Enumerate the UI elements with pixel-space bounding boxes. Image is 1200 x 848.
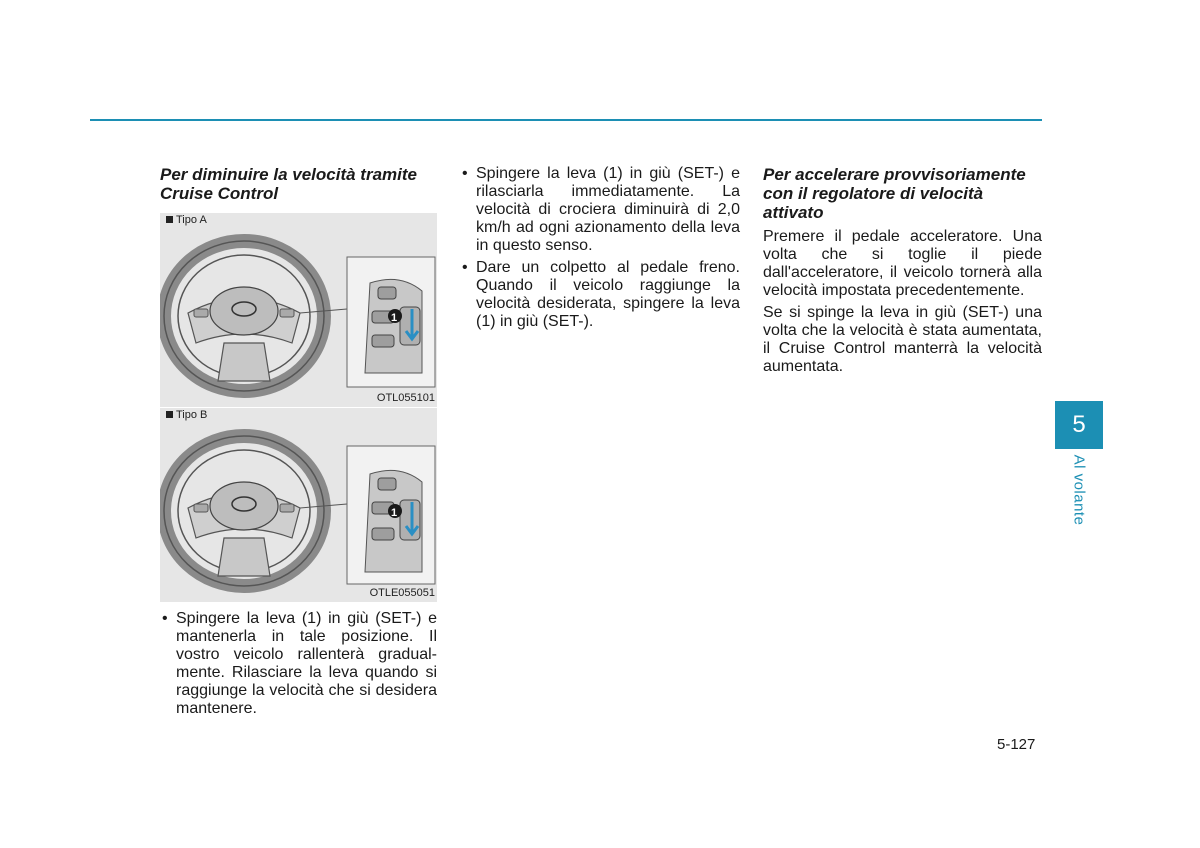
middle-column bbox=[460, 165, 740, 335]
figure-type-b bbox=[160, 408, 437, 602]
figure-code: OTLE055051 bbox=[369, 587, 435, 599]
paragraph: Se si spinge la leva in giù (SET-) una volta che la velocità è stata aumentata, il Cruise Control manterrà la velocità aumentata. bbox=[763, 304, 1042, 375]
section-heading-temporary-acceleration: Per accelerare provvisoriamente con il regolatore di velocità attivato bbox=[763, 165, 1026, 222]
bullet-list bbox=[460, 165, 740, 331]
figure-label-text: Tipo B bbox=[176, 409, 208, 421]
paragraph: Premere il pedale acceleratore. Una volta che si toglie il piede dall'acceleratore, il veicolo tornerà alla velocità impostata precedentemente. bbox=[763, 228, 1042, 299]
top-rule bbox=[90, 119, 1042, 121]
bullet-list bbox=[160, 610, 437, 718]
figure-label bbox=[166, 409, 207, 422]
left-column bbox=[160, 165, 437, 722]
chapter-number-tab: 5 bbox=[1055, 401, 1103, 449]
section-heading-decrease-speed: Per diminuire la velocità tramite Cruise Control bbox=[160, 165, 417, 203]
right-column bbox=[763, 165, 1042, 380]
figure-label-text: Tipo A bbox=[176, 214, 207, 226]
figure-type-a bbox=[160, 213, 437, 407]
callout-number: 1 bbox=[391, 507, 398, 519]
list-item: • Dare un colpetto al pedale freno. Quando il veicolo raggiunge la velocità desiderata, spingere la leva (1) in giù (SET-). bbox=[460, 259, 740, 331]
chapter-title: Al volante bbox=[1070, 454, 1088, 526]
list-item: • Spingere la leva (1) in giù (SET-) e mantenerla in tale posizione. Il vostro veicolo rallenterà gradualmente. Rilasciare la leva quando si raggiunge la velocità che si desidera mantenere. bbox=[160, 610, 437, 718]
callout-number: 1 bbox=[391, 312, 398, 324]
page-number: 5-127 bbox=[997, 736, 1036, 753]
figure-code: OTL055101 bbox=[376, 392, 435, 404]
list-item: • Spingere la leva (1) in giù (SET-) e rilasciarla immediatamente. La velocità di crociera diminuirà di 2,0 km/h ad ogni azionamento della leva in questo senso. bbox=[460, 165, 740, 255]
square-bullet-icon bbox=[166, 411, 173, 418]
